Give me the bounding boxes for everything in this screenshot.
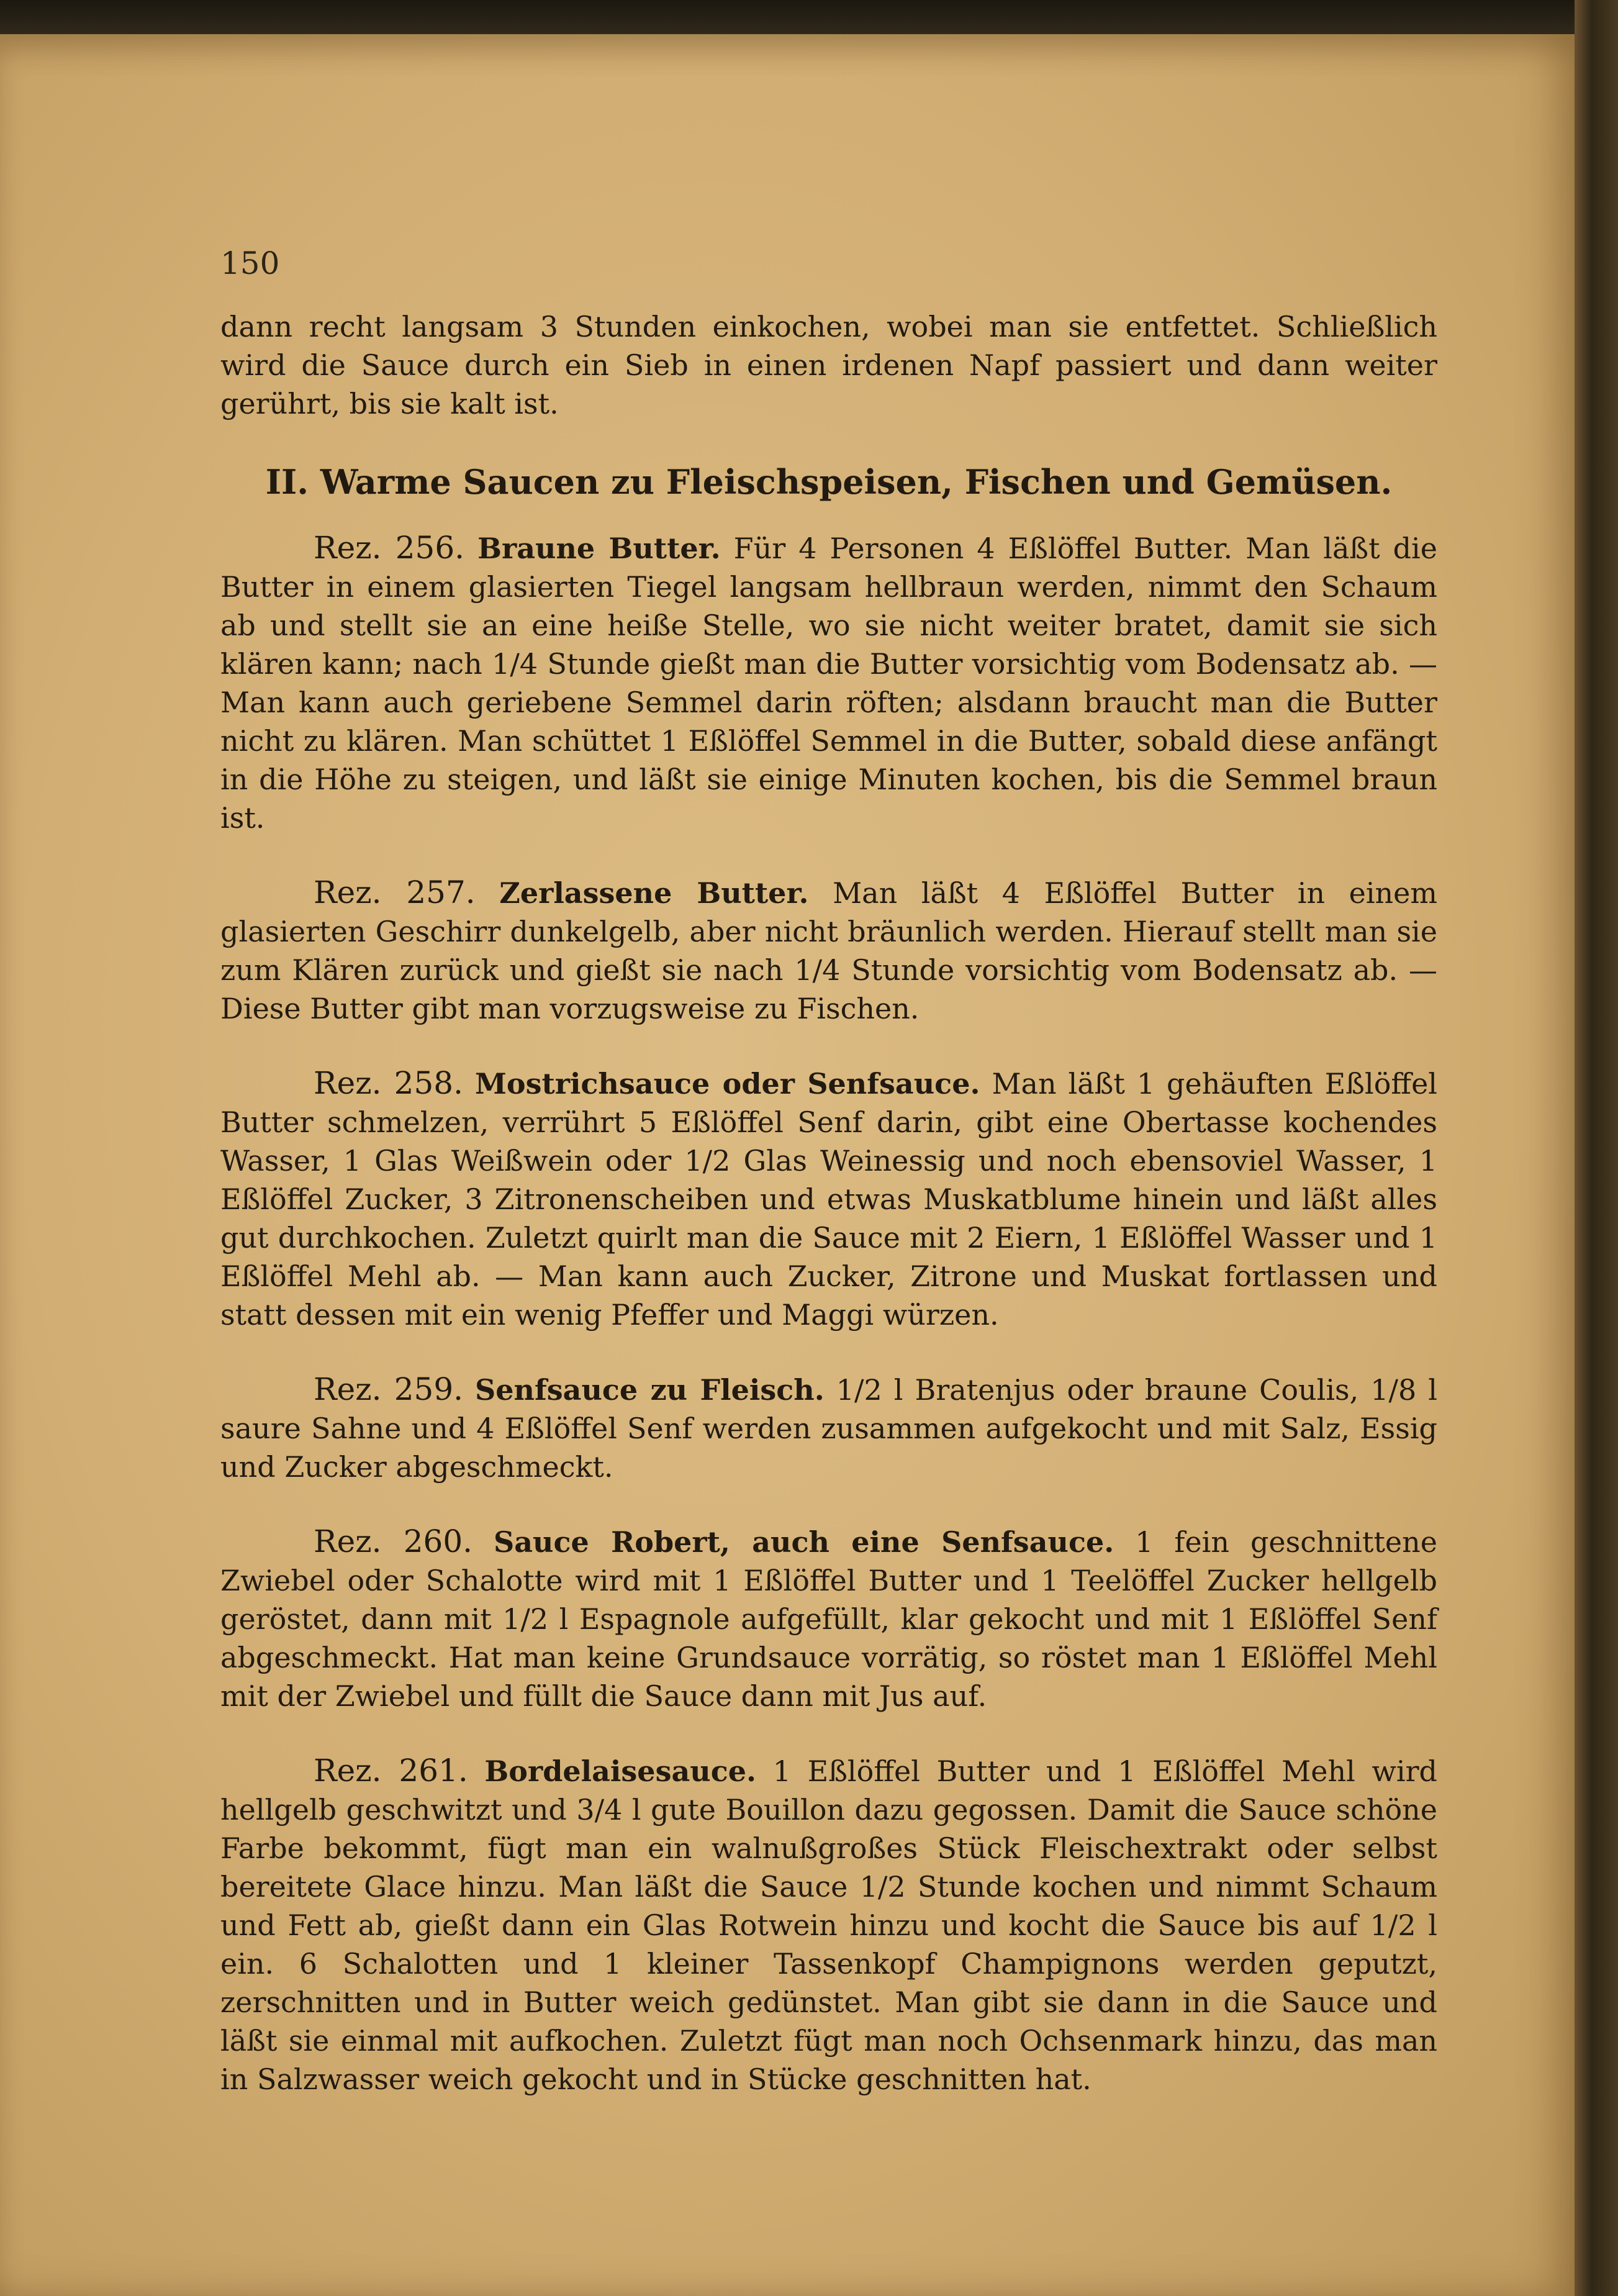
recipe-title: Bordelaisesauce. [484,1754,757,1788]
section-heading: II. Warme Saucen zu Fleischspeisen, Fischen und Gemüsen. [265,462,1393,502]
recipe-number: Rez. 261. [314,1753,468,1789]
recipe-title: Senfsauce zu Fleisch. [475,1373,825,1407]
recipe-256 [220,529,1437,837]
recipe-260 [220,1522,1437,1715]
recipe-title: Braune Butter. [477,532,721,565]
recipe-261 [220,1751,1437,2099]
recipe-number: Rez. 258. [314,1065,464,1101]
recipe-257 [220,873,1437,1028]
recipe-258 [220,1064,1437,1334]
intro-paragraph: dann recht langsam 3 Stunden einkochen, wobei man sie entfettet. Schließlich wird die Sauce durch ein Sieb in einen irdenen Napf passiert und dann weiter gerührt, bis sie kalt ist. [220,310,1437,420]
recipe-text: Man läßt 1 gehäuften Eßlöffel Butter schmelzen, verrührt 5 Eßlöffel Senf darin, gibt eine Obertasse kochendes Wasser, 1 Glas Weißwein oder 1/2 Glas Weinessig und noch ebensoviel Wasser, 1 Eßlöffel Zucker, 3 Zitronenscheiben und etwas Muskatblume hinein und läßt alles gut durchkochen. Zuletzt quirlt man die Sauce mit 2 Eiern, 1 Eßlöffel Wasser und 1 Eßlöffel Mehl ab. — Man kann auch Zucker, Zitrone und Muskat fortlassen und statt dessen mit ein wenig Pfeffer und Maggi würzen. [220,1067,1438,1332]
recipe-title: Sauce Robert, auch eine Senfsauce. [493,1525,1114,1559]
page-number: 150 [220,245,280,281]
recipe-text: Für 4 Personen 4 Eßlöffel Butter. Man läßt die Butter in einem glasierten Tiegel langsam hellbraun werden, nimmt den Schaum ab und stellt sie an eine heiße Stelle, wo sie nicht weiter bratet, damit sie sich klären kann; nach 1/4 Stunde gießt man die Butter vorsichtig vom Bodensatz ab. — Man kann auch geriebene Semmel darin röften; alsdann braucht man die Butter nicht zu klären. Man schüttet 1 Eßlöffel Semmel in die Butter, sobald diese anfängt in die Höhe zu steigen, und läßt sie einige Minuten kochen, bis die Semmel braun ist. [220,532,1437,835]
recipe-number: Rez. 257. [314,874,476,910]
recipe-text: 1 fein geschnittene Zwiebel oder Schalotte wird mit 1 Eßlöffel Butter und 1 Teelöffel Zucker hellgelb geröstet, dann mit 1/2 l Espagnole aufgefüllt, klar gekocht und mit 1 Eßlöffel Senf abgeschmeckt. Hat man keine Grundsauce vorrätig, so röstet man 1 Eßlöffel Mehl mit der Zwiebel und füllt die Sauce dann mit Jus auf. [220,1525,1437,1713]
book-page [0,34,1580,2296]
recipe-number: Rez. 260. [314,1523,473,1559]
book-spine [1575,0,1618,2296]
page-text [220,307,1437,2135]
recipe-title: Zerlassene Butter. [499,876,809,910]
recipe-text: Man läßt 4 Eßlöffel Butter in einem glasierten Geschirr dunkelgelb, aber nicht bräunlich werden. Hierauf stellt man sie zum Klären zurück und gießt sie nach 1/4 Stunde vorsichtig vom Bodensatz ab. — Diese Butter gibt man vorzugsweise zu Fischen. [220,876,1438,1025]
recipe-title: Mostrichsauce oder Senfsauce. [474,1067,980,1100]
recipe-text: 1/2 l Bratenjus oder braune Coulis, 1/8 l saure Sahne und 4 Eßlöffel Senf werden zusammen aufgekocht und mit Salz, Essig und Zucker abgeschmeckt. [220,1373,1437,1484]
recipe-number: Rez. 256. [314,530,465,566]
recipe-number: Rez. 259. [314,1371,464,1407]
recipe-text: 1 Eßlöffel Butter und 1 Eßlöffel Mehl wird hellgelb geschwitzt und 3/4 l gute Bouillon dazu gegossen. Damit die Sauce schöne Farbe bekommt, fügt man ein walnußgroßes Stück Fleischextrakt oder selbst bereitete Glace hinzu. Man läßt die Sauce 1/2 Stunde kochen und nimmt Schaum und Fett ab, gießt dann ein Glas Rotwein hinzu und kocht die Sauce bis auf 1/2 l ein. 6 Schalotten und 1 kleiner Tassenkopf Champignons werden geputzt, zerschnitten und in Butter weich gedünstet. Man gibt sie dann in die Sauce und läßt sie einmal mit aufkochen. Zuletzt fügt man noch Ochsenmark hinzu, das man in Salzwasser weich gekocht und in Stücke geschnitten hat. [220,1754,1438,2096]
recipe-259 [220,1370,1437,1486]
